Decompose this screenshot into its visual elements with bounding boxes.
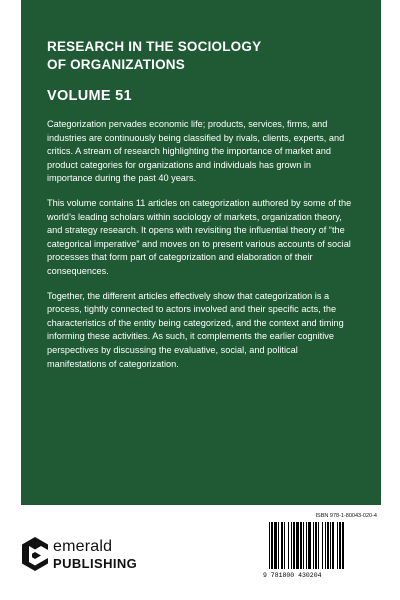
- barcode: [263, 522, 377, 578]
- cover-green-panel: [21, 0, 381, 505]
- isbn-label: ISBN 978-1-80043-020-4: [315, 513, 377, 519]
- publisher-logo: [21, 536, 141, 576]
- series-title-line-2: OF ORGANIZATIONS: [47, 57, 185, 72]
- description: [47, 118, 357, 371]
- publisher-name: emerald: [53, 538, 113, 555]
- barcode-digits: 9 781800 430204: [263, 572, 322, 578]
- emerald-logo-icon: [21, 536, 49, 572]
- description-paragraph-2: This volume contains 11 articles on categorization authored by some of the world’s leading scholars within sociology of markets, organization theory, and strategy research. It opens with revisiting the influential theory of “the categorical imperative” and moves on to present various accounts of social processes that form part of categorization and elaboration of their consequences.: [47, 197, 352, 276]
- description-paragraph-3: Together, the different articles effectively show that categorization is a process, tightly connected to actors involved and their specific acts, the characteristics of the entity being categorized, and the context and timing informing these activities. As such, it complements the earlier cognitive perspectives by discussing the evaluative, social, and political manifestations of categorization.: [47, 290, 344, 369]
- publisher-subname: PUBLISHING: [53, 556, 138, 571]
- isbn-barcode-block: [257, 512, 381, 580]
- description-paragraph-1: Categorization pervades economic life; products, services, firms, and industries are continuously being classified by rivals, clients, experts, and critics. A stream of research highlighting the importance of market and product categories for organizations and individuals has grown in importance during the past 40 years.: [47, 119, 345, 184]
- series-title-line-1: RESEARCH IN THE SOCIOLOGY: [47, 39, 262, 54]
- series-title: [47, 38, 357, 74]
- volume-number: VOLUME 51: [47, 88, 132, 104]
